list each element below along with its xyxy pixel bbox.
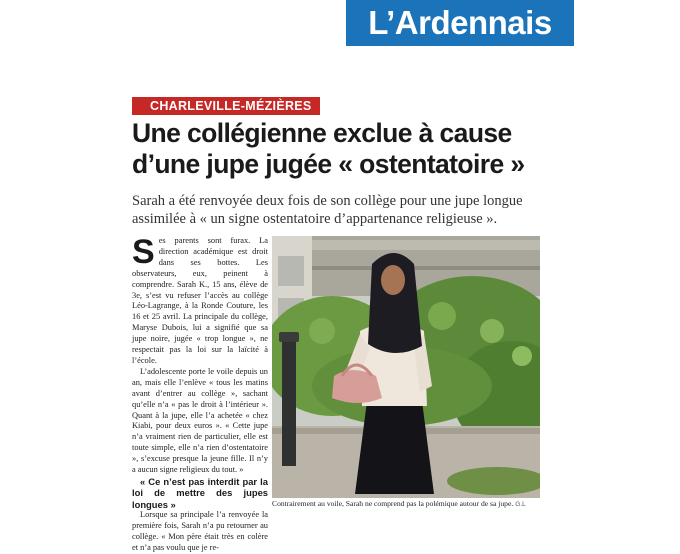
article-photo (272, 236, 540, 498)
photo-caption (272, 499, 542, 510)
paragraph-text: es parents sont furax. La direction académique est droit dans ses bottes. Les observateurs, eux, peinent à comprendre. Sarah K., 15 ans, élève de 3e, s’est vu refuser l’accès au collège Léo-Lagrange, à la Ronde Couture, les 16 et 25 avril. La principale du collège, Maryse Dubois, lui a signifié que sa jupe noire, jugée « trop longue », ne respectait pas la loi sur la laïcité à l’école. (132, 236, 268, 365)
headline-line: d’une jupe jugée « ostentatoire » (132, 149, 525, 179)
body-paragraph: L’adolescente porte le voile depuis un an, mais elle l’enlève « tous les matins avant d’entrer au collège », sachant qu’elle n’a « pas le droit à l’intérieur ». Quant à la jupe, elle l’a achetée « chez Kiabi, pour deux euros ». « Cette jupe n’a vraiment rien de particulier, elle est toute simple, elle n’a rien d’ostentatoire », s’excuse presque la jeune fille. Il n’y a aucun signe religieux du tout. » (132, 366, 268, 475)
photo-skirt (355, 401, 434, 494)
body-paragraph: Lorsque sa principale l’a renvoyée la première fois, Sarah n’a pu retourner au collège. « Mon père était très en colère et n’a pas voulu que je re- (132, 510, 268, 553)
lead-line: Sarah a été renvoyée deux fois de son collège pour une jupe longue (132, 193, 523, 209)
newspaper-masthead: L’Ardennais (346, 0, 574, 46)
photo-illustration (272, 236, 540, 498)
article-headline (132, 118, 552, 180)
photo-credit: G.L (515, 501, 526, 508)
drop-cap: S (132, 233, 155, 271)
article-lead (132, 193, 552, 228)
photo-lamp-post (282, 336, 296, 466)
article-body-column (132, 233, 268, 554)
body-paragraph (132, 233, 268, 367)
lead-line: assimilée à « un signe ostentatoire d’appartenance religieuse ». (132, 210, 498, 227)
headline-line: Une collégienne exclue à cause (132, 118, 512, 148)
caption-text: Contrairement au voile, Sarah ne comprend pas la polémique autour de sa jupe. (272, 499, 514, 508)
photo-face (381, 265, 405, 295)
article-subheading: « Ce n’est pas interdit par la loi de mettre des jupes longues » (132, 475, 268, 510)
section-rubric: CHARLEVILLE-MÉZIÈRES (132, 97, 320, 115)
